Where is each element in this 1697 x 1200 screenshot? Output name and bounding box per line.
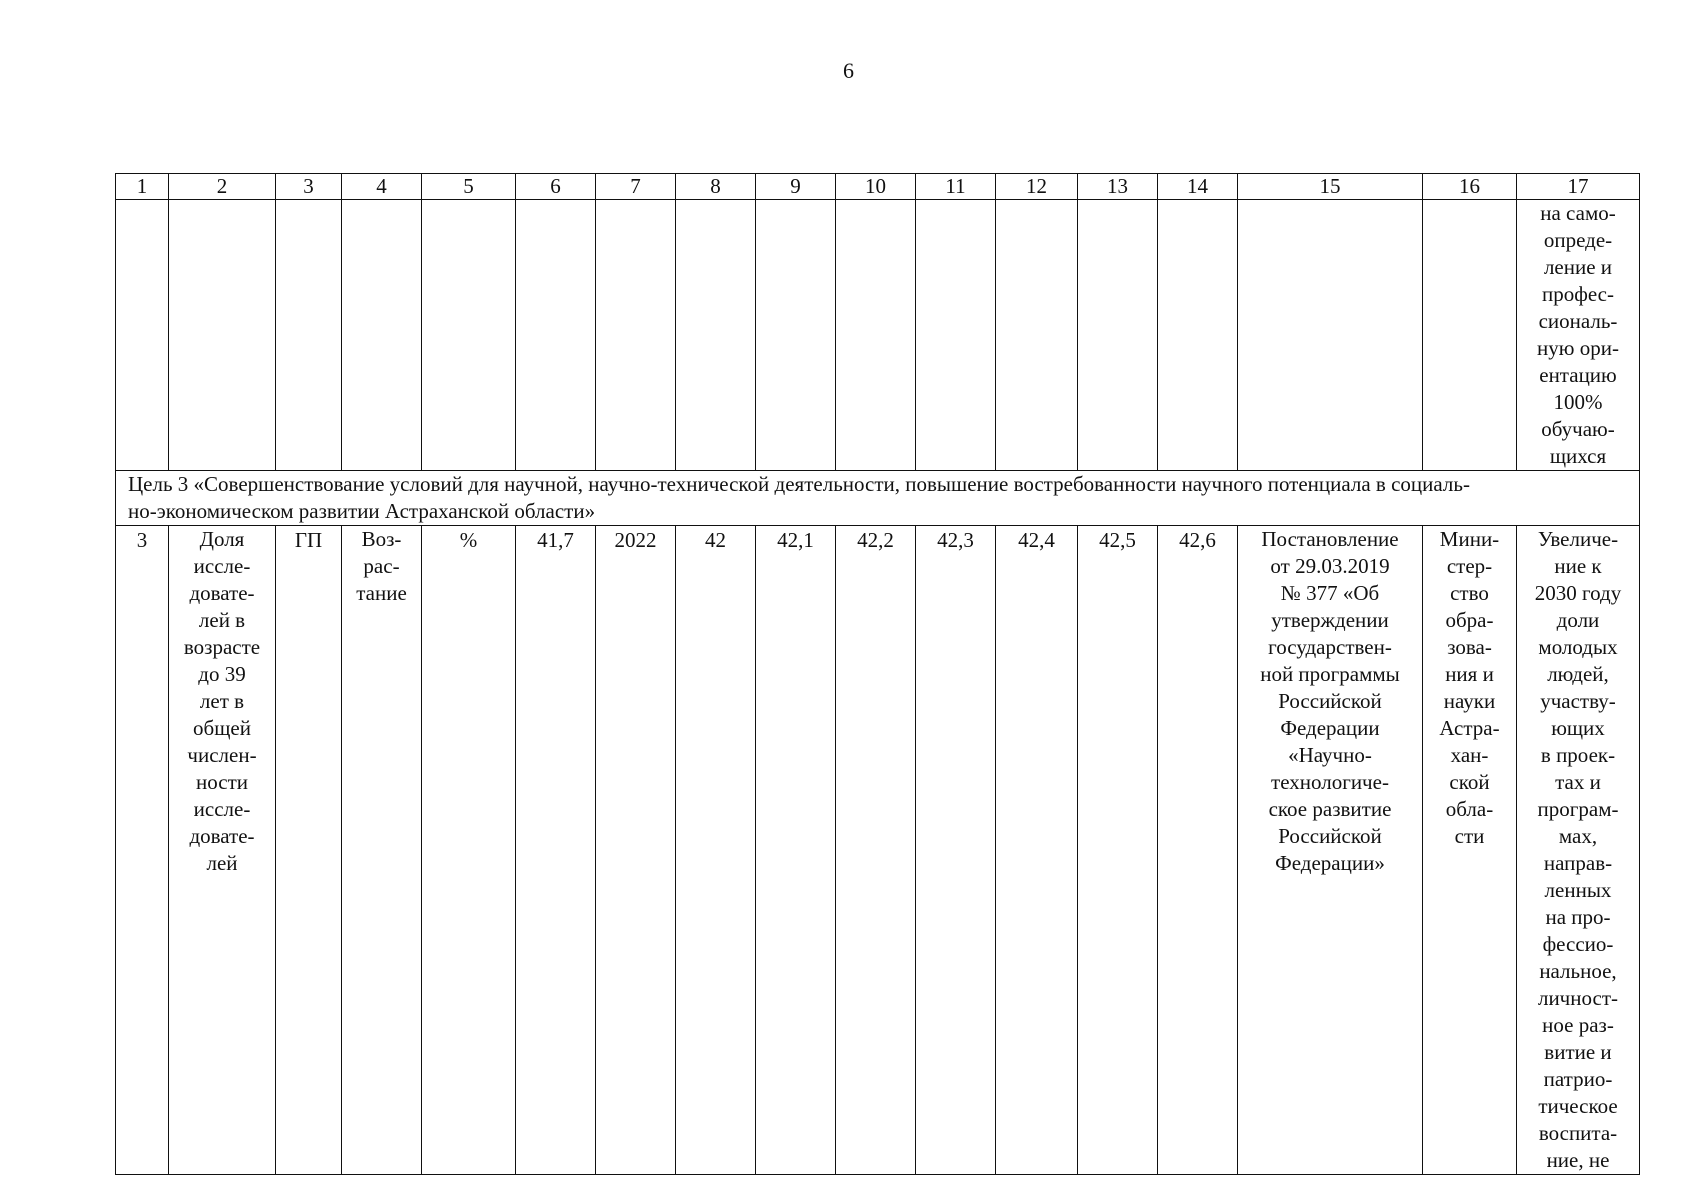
cell-line: ленных	[1544, 878, 1612, 902]
cell-line: ское развитие	[1268, 797, 1392, 821]
cell-line: ния и	[1445, 662, 1494, 686]
cell-line: иссле-	[193, 554, 251, 578]
column-number: 9	[756, 174, 836, 200]
base-year-cell: 2022	[596, 526, 676, 1175]
cell-line: обла-	[1445, 797, 1494, 821]
cell-line: 2030 году	[1534, 581, 1622, 605]
cell-line: Астра-	[1439, 716, 1500, 740]
empty-cell	[676, 200, 756, 471]
cell-line: лей в	[198, 608, 246, 632]
column-number-row	[116, 174, 1640, 200]
value-cell: 42,5	[1078, 526, 1158, 1175]
cell-line: опреде-	[1543, 228, 1613, 252]
empty-cell	[1158, 200, 1238, 471]
cell-line: хан-	[1450, 743, 1489, 767]
goal-link-cell	[1517, 526, 1640, 1175]
column-number: 5	[422, 174, 516, 200]
cell-line: ентацию	[1539, 363, 1617, 387]
cell-line: Воз-	[361, 527, 402, 551]
goal-heading	[116, 471, 1640, 526]
value-cell: 42,1	[756, 526, 836, 1175]
continuation-row	[116, 200, 1640, 471]
column-number: 16	[1423, 174, 1517, 200]
column-number: 8	[676, 174, 756, 200]
cell-line: числен-	[187, 743, 257, 767]
column-number: 11	[916, 174, 996, 200]
cell-line: науки	[1443, 689, 1496, 713]
cell-line: 100%	[1553, 390, 1603, 414]
empty-cell	[276, 200, 342, 471]
table-row	[116, 526, 1640, 1175]
cell-line: тание	[356, 581, 407, 605]
cell-line: стер-	[1446, 554, 1493, 578]
cell-line: молодых	[1538, 635, 1618, 659]
empty-cell	[116, 200, 169, 471]
column-number: 7	[596, 174, 676, 200]
goal-row	[116, 471, 1640, 526]
cell-line: направ-	[1543, 851, 1613, 875]
cell-line: на про-	[1545, 905, 1611, 929]
indicators-table	[115, 173, 1640, 1175]
value-cell: 42,2	[836, 526, 916, 1175]
empty-cell	[422, 200, 516, 471]
cell-line: «Научно-	[1288, 743, 1372, 767]
cell-line: мах,	[1558, 824, 1598, 848]
cell-line: Доля	[199, 527, 245, 551]
column-number: 4	[342, 174, 422, 200]
goal-line: Цель 3 «Совершенствование условий для научной, научно-технической деятельности, повышение востребованности научного потенциала в социаль-	[128, 472, 1470, 496]
cell-line: фессио-	[1542, 932, 1614, 956]
goal-line: но-экономическом развитии Астраханской области»	[128, 499, 596, 523]
value-cell: 42,6	[1158, 526, 1238, 1175]
value-cell: 42	[676, 526, 756, 1175]
cell-line: общей	[193, 716, 251, 740]
cell-line: Увеличе-	[1537, 527, 1619, 551]
cell-line: Федерации»	[1275, 851, 1385, 875]
cell-line: ство	[1450, 581, 1489, 605]
cell-line: обра-	[1445, 608, 1494, 632]
cell-line: лет в	[199, 689, 245, 713]
cell-line: довате-	[189, 824, 255, 848]
empty-cell	[1078, 200, 1158, 471]
value-cell: 42,3	[916, 526, 996, 1175]
empty-cell	[342, 200, 422, 471]
cell-line: ление и	[1543, 255, 1613, 279]
cell-line: нальное,	[1539, 959, 1617, 983]
page-number: 6	[843, 58, 854, 83]
responsible-cell	[1423, 526, 1517, 1175]
empty-cell	[756, 200, 836, 471]
trend-cell	[342, 526, 422, 1175]
cell-line: от 29.03.2019	[1270, 554, 1390, 578]
cell-line: обучаю-	[1541, 417, 1615, 441]
cell-line: Мини-	[1439, 527, 1500, 551]
cell-line: лей	[206, 851, 238, 875]
indicator-name	[169, 526, 276, 1175]
base-value-cell: 41,7	[516, 526, 596, 1175]
column-number: 2	[169, 174, 276, 200]
cell-line: ное раз-	[1542, 1013, 1614, 1037]
cell-line: на само-	[1540, 201, 1616, 225]
cell-line: ние к	[1554, 554, 1602, 578]
cell-line: доли	[1556, 608, 1600, 632]
cell-line: ности	[196, 770, 248, 794]
cell-line: до 39	[198, 662, 246, 686]
cell-line: государствен-	[1268, 635, 1392, 659]
cell-line: утверждении	[1271, 608, 1389, 632]
cell-line: Российской	[1278, 689, 1382, 713]
cell-line: програм-	[1537, 797, 1619, 821]
continuation-cell-col17	[1517, 200, 1640, 471]
cell-line: участву-	[1540, 689, 1616, 713]
cell-line: технологиче-	[1271, 770, 1389, 794]
empty-cell	[596, 200, 676, 471]
cell-line: патрио-	[1543, 1067, 1613, 1091]
cell-line: людей,	[1547, 662, 1609, 686]
cell-line: ную ори-	[1537, 336, 1619, 360]
column-number: 10	[836, 174, 916, 200]
column-number: 3	[276, 174, 342, 200]
empty-cell	[1238, 200, 1423, 471]
empty-cell	[996, 200, 1078, 471]
unit-cell: %	[422, 526, 516, 1175]
cell-line: тическое	[1538, 1094, 1618, 1118]
cell-line: Российской	[1278, 824, 1382, 848]
cell-line: ской	[1449, 770, 1490, 794]
cell-line: воспита-	[1538, 1121, 1618, 1145]
column-number: 15	[1238, 174, 1423, 200]
cell-line: в проек-	[1540, 743, 1616, 767]
cell-line: иссле-	[193, 797, 251, 821]
empty-cell	[916, 200, 996, 471]
cell-line: сти	[1454, 824, 1485, 848]
cell-line: рас-	[363, 554, 400, 578]
column-number: 13	[1078, 174, 1158, 200]
cell-line: возрасте	[183, 635, 261, 659]
cell-line: сиональ-	[1538, 309, 1618, 333]
document-cell	[1238, 526, 1423, 1175]
column-number: 6	[516, 174, 596, 200]
column-number: 17	[1517, 174, 1640, 200]
cell-line: ние, не	[1546, 1148, 1610, 1172]
column-number: 1	[116, 174, 169, 200]
cell-line: Постановление	[1261, 527, 1399, 551]
cell-line: личност-	[1537, 986, 1619, 1010]
cell-line: довате-	[189, 581, 255, 605]
cell-line: Федерации	[1280, 716, 1380, 740]
empty-cell	[1423, 200, 1517, 471]
cell-line: витие и	[1544, 1040, 1612, 1064]
value-cell: 42,4	[996, 526, 1078, 1175]
empty-cell	[836, 200, 916, 471]
cell-line: № 377 «Об	[1280, 581, 1380, 605]
level-cell: ГП	[276, 526, 342, 1175]
cell-line: зова-	[1447, 635, 1492, 659]
cell-line: щихся	[1549, 444, 1607, 468]
cell-line: профес-	[1541, 282, 1614, 306]
row-number: 3	[116, 526, 169, 1175]
cell-line: тах и	[1555, 770, 1601, 794]
cell-line: ющих	[1551, 716, 1605, 740]
empty-cell	[169, 200, 276, 471]
column-number: 14	[1158, 174, 1238, 200]
empty-cell	[516, 200, 596, 471]
cell-line: ной программы	[1260, 662, 1400, 686]
column-number: 12	[996, 174, 1078, 200]
